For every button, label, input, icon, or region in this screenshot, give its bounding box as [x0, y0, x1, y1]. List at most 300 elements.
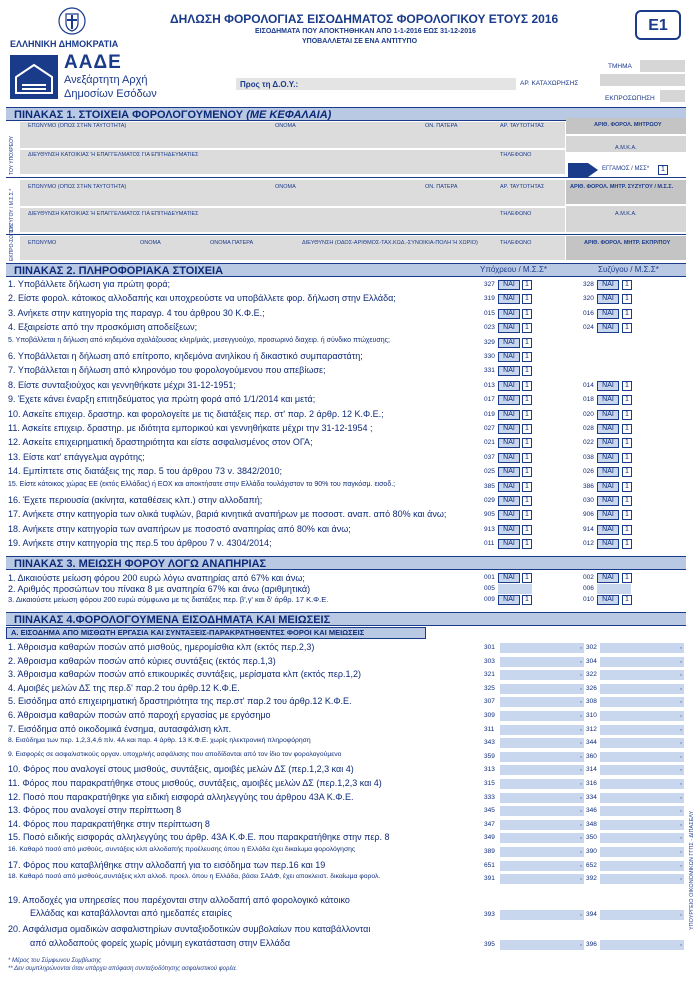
amount-field[interactable]: , — [500, 725, 584, 735]
yes-box[interactable]: ΝΑΙ — [498, 395, 520, 405]
table2-col1-header: Υπόχρεου / Μ.Σ.Σ* — [480, 265, 548, 274]
one-box[interactable]: 1 — [522, 309, 532, 319]
one-box-spouse[interactable]: 1 — [622, 496, 632, 506]
one-box-spouse[interactable]: 1 — [622, 573, 632, 583]
table2-row-label: 3. Ανήκετε στην κατηγορία της παραγρ. 4 του άρθρου 30 Κ.Φ.Ε.; — [8, 307, 265, 318]
table3-row-code-spouse: 010 — [583, 596, 594, 603]
spouse-amka-label: Α.Μ.Κ.Α. — [615, 211, 637, 217]
table2-row-code: 023 — [484, 324, 495, 332]
tmima-field[interactable] — [640, 60, 685, 72]
amka-label: Α.Μ.Κ.Α. — [615, 145, 637, 151]
amount-field[interactable]: , — [500, 752, 584, 762]
row19-code-2: 394 — [586, 911, 597, 918]
eponymo-label: ΕΠΩΝΥΜΟ (ΟΠΩΣ ΣΤΗΝ ΤΑΥΤΟΤΗΤΑ) — [28, 123, 127, 129]
one-box[interactable]: 1 — [522, 438, 532, 448]
amount-field-spouse[interactable]: , — [600, 779, 684, 789]
table4-row-code-spouse: 308 — [586, 698, 597, 706]
footnote-1: * Μέρος του Σύμφωνου Συμβίωσης — [8, 958, 102, 964]
yes-box[interactable]: ΝΑΙ — [498, 539, 520, 549]
table4-row-code: 311 — [484, 725, 495, 733]
one-box[interactable]: 1 — [522, 395, 532, 405]
amount-field[interactable]: , — [500, 643, 584, 653]
arrow-icon — [568, 163, 598, 177]
amount-field-spouse[interactable]: , — [600, 765, 684, 775]
yes-box[interactable]: ΝΑΙ — [498, 323, 520, 333]
table4-row-label: 17. Φόρος που καταβλήθηκε στην αλλοδαπή για το εισόδημα των περ.16 και 19 — [8, 859, 326, 870]
table4-row-code-spouse: 350 — [586, 834, 597, 842]
yes-box-spouse[interactable]: ΝΑΙ — [597, 381, 619, 391]
table4-row-code-spouse: 316 — [586, 780, 597, 787]
table4-row-label: 16. Καθαρό ποσό από μισθούς, συντάξεις κλπ αλλοδαπής προέλευσης όπου η Ελλάδα έχει δικαίωμα φορολόγησης — [8, 846, 356, 853]
yes-box[interactable]: ΝΑΙ — [498, 573, 520, 583]
yes-box[interactable]: ΝΑΙ — [498, 309, 520, 319]
table4-row-code: 301 — [484, 644, 495, 651]
table4-row-code-spouse: 312 — [586, 725, 597, 733]
table2-row-label: 13. Είστε κατ' επάγγελμα αγρότης; — [8, 451, 145, 462]
amount-field-spouse[interactable]: , — [600, 711, 684, 721]
pros-doy-label: Προς τη Δ.Ο.Υ.: — [240, 80, 299, 89]
table2-row-code: 913 — [484, 525, 495, 533]
table2-row-label: 14. Εμπίπτετε στις διατάξεις της παρ. 5 του άρθρου 73 ν. 3842/2010; — [8, 466, 283, 477]
ekprosopisi-field[interactable] — [660, 90, 685, 102]
table4-row-code: 315 — [484, 780, 495, 787]
table2-row-code: 385 — [484, 482, 495, 490]
table4-row-code: 389 — [484, 848, 495, 855]
table4-row-code: 303 — [484, 657, 495, 665]
form-title: ΔΗΛΩΣΗ ΦΟΡΟΛΟΓΙΑΣ ΕΙΣΟΔΗΜΑΤΟΣ ΦΟΡΟΛΟΓΙΚΟΥ ΕΤΟΥΣ 2016 — [170, 12, 559, 26]
table2-row-label: 11. Ασκείτε επιχειρ. δραστηρ. με ιδιότητα εμπορικού και γεννηθήκατε μέχρι την 31-12-1954 ; — [8, 423, 373, 433]
row20-text-2: από αλλοδαπούς φορείς χωρίς μόνιμη εγκατάσταση στην Ελλάδα — [30, 938, 291, 948]
table2-row-code: 327 — [484, 281, 495, 288]
table4-row-label: 6. Άθροισμα καθαρών ποσών από παροχή εργασίας με εργόσημο — [8, 710, 271, 720]
amount-field-spouse[interactable]: , — [600, 657, 684, 667]
table2-row-code: 330 — [484, 353, 495, 360]
amount-field-spouse[interactable]: , — [600, 874, 684, 884]
amount-field-spouse[interactable]: , — [600, 738, 684, 748]
yes-box-spouse[interactable]: ΝΑΙ — [597, 294, 619, 304]
amount-field[interactable]: , — [500, 657, 584, 667]
yes-box[interactable]: ΝΑΙ — [498, 482, 520, 492]
one-box-spouse[interactable]: 1 — [622, 294, 632, 304]
aade-title: ΑΑΔΕ — [64, 52, 122, 73]
table2-row-label: 9. Έχετε κάνει έναρξη επιτηδεύματος για πρώτη φορά από 1/1/2014 και μετά; — [8, 394, 316, 405]
table2-title: ΠΙΝΑΚΑΣ 2. ΠΛΗΡΟΦΟΡΙΑΚΑ ΣΤΟΙΧΕΙΑ — [6, 263, 686, 277]
table2-row-label: 15. Είστε κάτοικος χώρας ΕΕ (εκτός Ελλάδας) ή ΕΟΧ και αποκτήσατε στην Ελλάδα τουλάχιστον το 90% του παγκόσμ. εισοδ.; — [8, 480, 396, 488]
ar-taftotitas-label: ΑΡ. ΤΑΥΤΟΤΗΤΑΣ — [500, 123, 545, 129]
amount-field-spouse[interactable]: , — [600, 806, 684, 816]
table2-row-code: 015 — [484, 309, 495, 317]
form-code-badge: E1 — [635, 10, 681, 40]
table4-row-code-spouse: 348 — [586, 820, 597, 828]
ekpr-eponymo-label: ΕΠΩΝΥΜΟ — [28, 240, 57, 246]
table2-row-code-spouse: 012 — [583, 540, 594, 548]
one-box[interactable]: 1 — [522, 338, 532, 348]
yes-box[interactable]: ΝΑΙ — [498, 467, 520, 477]
one-box-spouse[interactable]: 1 — [622, 395, 632, 405]
table4-row-code: 313 — [484, 766, 495, 774]
yes-box-spouse[interactable]: ΝΑΙ — [597, 482, 619, 492]
one-box[interactable]: 1 — [522, 467, 532, 477]
table2-col2-header: Συζύγου / Μ.Σ.Σ* — [598, 265, 659, 274]
amount-field-spouse[interactable]: , — [600, 793, 684, 803]
table2-row-label: 12. Ασκείτε επιχειρηματική δραστηριότητα και είστε ασφαλισμένος στον ΟΓΑ; — [8, 437, 313, 448]
side-label-ekprosopou: ΕΚΠΡΟ-ΣΩΠΟΥ — [9, 224, 15, 261]
table2-row-code: 019 — [484, 410, 495, 418]
yes-box-spouse[interactable]: ΝΑΙ — [597, 496, 619, 506]
republic-label: ΕΛΛΗΝΙΚΗ ΔΗΜΟΚΡΑΤΙΑ — [10, 39, 119, 49]
yes-box-spouse[interactable]: ΝΑΙ — [597, 410, 619, 420]
row19-amount-2[interactable]: , — [600, 910, 684, 920]
amount-field[interactable]: , — [500, 833, 584, 843]
table4-row-code: 347 — [484, 820, 495, 828]
side-ministry-label: ΥΠΟΥΡΓΕΙΟ ΟΙΚΟΝΟΜΙΚΩΝ ΓΓΠΣ - ΔΙΠΑΣΕΛΥ — [689, 810, 695, 930]
afm-label: ΑΡΙΘ. ΦΟΡΟΛ. ΜΗΤΡΩΟΥ — [594, 122, 662, 128]
table2-row-label: 4. Εξαιρείστε από την προσκόμιση αποδείξεων; — [8, 322, 198, 333]
table4-row-label: 10. Φόρος που αναλογεί στους μισθούς, συντάξεις, αμοιβές μελών ΔΣ (περ.1,2,3 και 4) — [8, 764, 354, 775]
one-box-spouse[interactable]: 1 — [622, 595, 632, 605]
table4-row-code-spouse: 314 — [586, 766, 597, 774]
divider — [6, 177, 686, 178]
one-box[interactable]: 1 — [522, 294, 532, 304]
yes-box-spouse[interactable]: ΝΑΙ — [597, 539, 619, 549]
table4-row-code-spouse: 344 — [586, 739, 597, 747]
one-box-spouse[interactable]: 1 — [622, 381, 632, 391]
one-box-spouse[interactable]: 1 — [622, 280, 632, 290]
table4-row-code: 651 — [484, 861, 495, 869]
table2-row-code-spouse: 018 — [583, 396, 594, 404]
one-box-spouse[interactable]: 1 — [622, 438, 632, 448]
row20-code-1: 395 — [484, 941, 495, 948]
table4-row-label: 15. Ποσό ειδικής εισφοράς αλληλεγγύης του άρθρ. 43Α Κ.Φ.Ε. που παρακρατήθηκε στην περ. 8 — [8, 832, 390, 843]
table4-row-code: 391 — [484, 875, 495, 883]
count-field-spouse[interactable] — [597, 584, 631, 594]
table4-row-code: 345 — [484, 807, 495, 815]
table2-row-label: 17. Ανήκετε στην κατηγορία των ολικά τυφλών, βαριά κινητικά αναπήρων με ποσοστ. αναπ. από 80% και άνω; — [8, 509, 447, 520]
one-box-spouse[interactable]: 1 — [622, 410, 632, 420]
yes-box-spouse[interactable]: ΝΑΙ — [597, 467, 619, 477]
ar-kataxorisis-label: ΑΡ. ΚΑΤΑΧΩΡΗΣΗΣ — [520, 80, 579, 87]
table4-title: ΠΙΝΑΚΑΣ 4.ΦΟΡΟΛΟΓΟΥΜΕΝΑ ΕΙΣΟΔΗΜΑΤΑ ΚΑΙ ΜΕΙΩΣΕΙΣ — [6, 612, 686, 626]
table4-row-label: 8. Εισόδημα των περ. 1,2,3,4,6 πίν. 4Α και παρ. 4 άρθρ. 13 Κ.Φ.Ε. χωρίς ηλεκτρονική πληροφόρηση — [8, 737, 311, 745]
table4-row-label: 18. Καθαρό ποσό από μισθούς,συντάξεις κλπ αλλοδ. προελ. όπου η Ελλάδα, βάσει ΣΑΔΦ, έχει αποκλειστ. δικαίωμα φορολ. — [8, 873, 381, 881]
yes-box-spouse[interactable]: ΝΑΙ — [597, 573, 619, 583]
table2-row-label: 6. Υποβάλλεται η δήλωση από επίτροπο, κηδεμόνα ανηλίκου ή δικαστικό συμπαραστάτη; — [8, 351, 363, 361]
amount-field-spouse[interactable]: , — [600, 643, 684, 653]
one-box-spouse[interactable]: 1 — [622, 482, 632, 492]
amount-field[interactable]: , — [500, 793, 584, 803]
table3-row-code-spouse: 002 — [583, 574, 594, 581]
table2-row-label: 8. Είστε συνταξιούχος και γεννηθήκατε μέχρι 31-12-1951; — [8, 379, 236, 390]
table2-row-label: 1. Υποβάλλετε δήλωση για πρώτη φορά; — [8, 279, 171, 289]
representative-row[interactable] — [20, 236, 565, 260]
side-label-syzygou: ΣΥΖΥΓΟΥ / Μ.Σ.Σ.* — [9, 188, 15, 232]
ekpr-afm-label: ΑΡΙΘ. ΦΟΡΟΛ. ΜΗΤΡ. ΕΚΠΡ/ΠΟΥ — [584, 240, 671, 246]
row19-text-2: Ελλάδας και καταβάλλονται από ημεδαπές εταιρίες — [30, 908, 232, 918]
yes-box[interactable]: ΝΑΙ — [498, 496, 520, 506]
one-box[interactable]: 1 — [522, 352, 532, 362]
table4-row-label: 14. Φόρος που παρακρατήθηκε στην περίπτωση 8 — [8, 818, 210, 829]
table4-row-label: 4. Αμοιβές μελών ΔΣ της περ.δ' παρ.2 του άρθρ.12 Κ.Φ.Ε. — [8, 682, 240, 693]
aade-logo-icon — [10, 55, 58, 99]
yes-box-spouse[interactable]: ΝΑΙ — [597, 453, 619, 463]
yes-box[interactable]: ΝΑΙ — [498, 525, 520, 535]
yes-box[interactable]: ΝΑΙ — [498, 424, 520, 434]
yes-box-spouse[interactable]: ΝΑΙ — [597, 395, 619, 405]
one-box[interactable]: 1 — [522, 366, 532, 376]
row20-code-2: 396 — [586, 941, 597, 948]
amount-field-spouse[interactable]: , — [600, 684, 684, 694]
table4-row-code-spouse: 392 — [586, 875, 597, 883]
one-box[interactable]: 1 — [522, 323, 532, 333]
table2-row-code: 037 — [484, 453, 495, 461]
yes-box[interactable]: ΝΑΙ — [498, 352, 520, 362]
spouse-eponymo-label: ΕΠΩΝΥΜΟ (ΟΠΩΣ ΣΤΗΝ ΤΑΥΤΟΤΗΤΑ) — [28, 184, 127, 190]
one-box[interactable]: 1 — [522, 424, 532, 434]
table2-row-code-spouse: 030 — [583, 497, 594, 504]
amount-field-spouse[interactable]: , — [600, 752, 684, 762]
table2-row-code-spouse: 028 — [583, 425, 594, 432]
table2-row-code: 011 — [484, 540, 495, 548]
yes-box[interactable]: ΝΑΙ — [498, 595, 520, 605]
row19-amount-1[interactable]: , — [500, 910, 584, 920]
ekpr-onoma-label: ΟΝΟΜΑ — [140, 240, 161, 246]
aade-line2: Δημοσίων Εσόδων — [64, 88, 157, 100]
table4-row-code-spouse: 334 — [586, 793, 597, 801]
table2-row-label: 10. Ασκείτε επιχειρ. δραστηρ. και φορολογείτε με τις διατάξεις περ. στ' παρ. 2 άρθρ. 12 Κ.Φ.Ε.; — [8, 408, 384, 419]
tilefono-label: ΤΗΛΕΦΩΝΟ — [500, 152, 532, 158]
one-box-spouse[interactable]: 1 — [622, 510, 632, 520]
table2-row-code: 905 — [484, 511, 495, 519]
table2-row-code: 319 — [484, 295, 495, 303]
table2-row-code: 027 — [484, 425, 495, 432]
amount-field-spouse[interactable]: , — [600, 847, 684, 857]
one-box[interactable]: 1 — [522, 410, 532, 420]
table3-title: ΠΙΝΑΚΑΣ 3. ΜΕΙΩΣΗ ΦΟΡΟΥ ΛΟΓΩ ΑΝΑΠΗΡΙΑΣ — [6, 556, 686, 570]
row20-amount-2[interactable]: , — [600, 940, 684, 950]
table3-row-label: 1. Δικαιούστε μείωση φόρου 200 ευρώ λόγω αναπηρίας από 67% και άνω; — [8, 573, 305, 583]
yes-box[interactable]: ΝΑΙ — [498, 366, 520, 376]
one-box-spouse[interactable]: 1 — [622, 525, 632, 535]
table1-title: ΠΙΝΑΚΑΣ 1. ΣΤΟΙΧΕΙΑ ΦΟΡΟΛΟΓΟΥΜΕΝΟΥ (ΜΕ ΚΕΦΑΛΑΙΑ) — [6, 107, 686, 121]
ekpr-onoma-patera-label: ΟΝΟΜΑ ΠΑΤΕΡΑ — [210, 240, 254, 246]
tmima-label: ΤΜΗΜΑ — [608, 63, 632, 70]
spouse-afm-label: ΑΡΙΘ. ΦΟΡΟΛ. ΜΗΤΡ. ΣΥΖΥΓΟΥ / Μ.Σ.Σ. — [570, 184, 674, 190]
one-box[interactable]: 1 — [522, 525, 532, 535]
amount-field[interactable]: , — [500, 820, 584, 830]
one-box[interactable]: 1 — [522, 539, 532, 549]
table4-row-label: 13. Φόρος που αναλογεί στην περίπτωση 8 — [8, 805, 182, 816]
dieuthinsi-label: ΔΙΕΥΘΥΝΣΗ ΚΑΤΟΙΚΙΑΣ Ή ΕΠΑΓΓΕΛΜΑΤΟΣ ΓΙΑ ΕΠΙΤΗΔΕΥΜΑΤΙΕΣ — [28, 152, 199, 158]
table3-row-code: 005 — [484, 585, 495, 592]
table2-row-code-spouse: 016 — [583, 309, 594, 317]
table2-row-code-spouse: 014 — [583, 381, 594, 389]
eggamos-label: ΕΓΓΑΜΟΣ / ΜΣΣ* — [602, 166, 650, 172]
table2-row-code-spouse: 020 — [583, 410, 594, 418]
yes-box[interactable]: ΝΑΙ — [498, 294, 520, 304]
row19-code-1: 393 — [484, 911, 495, 918]
table4-row-code-spouse: 326 — [586, 684, 597, 692]
one-box-spouse[interactable]: 1 — [622, 539, 632, 549]
table4-row-label: 5. Εισόδημα από επιχειρηματική δραστηριότητα της περ.στ' παρ.2 του άρθρ.12 Κ.Φ.Ε. — [8, 696, 352, 707]
table3-row-label: 2. Αριθμός προσώπων του πίνακα 8 με αναπηρία 67% και άνω (αριθμητικά) — [8, 584, 311, 594]
amount-field-spouse[interactable]: , — [600, 833, 684, 843]
side-label-ypoxreou: ΤΟΥ ΥΠΟΧΡΕΟΥ — [9, 135, 15, 175]
amount-field-spouse[interactable]: , — [600, 725, 684, 735]
amount-field-spouse[interactable]: , — [600, 670, 684, 680]
table4-row-label: 9. Εισφορές σε ασφαλιστικούς οργαν. υποχρ/κής ασφάλισης που αποδίδονται από τον ίδιο τον φορολογούμενο — [8, 750, 342, 758]
one-box[interactable]: 1 — [522, 573, 532, 583]
coat-of-arms-icon — [57, 6, 87, 36]
table4-row-code-spouse: 390 — [586, 848, 597, 855]
table4-row-label: 1. Άθροισμα καθαρών ποσών από μισθούς, ημερομίσθια κλπ (εκτός περ.2,3) — [8, 642, 315, 652]
one-box[interactable]: 1 — [522, 381, 532, 391]
amount-field[interactable]: , — [500, 711, 584, 721]
table3-row-code: 001 — [484, 574, 495, 581]
yes-box[interactable]: ΝΑΙ — [498, 381, 520, 391]
on-patera-label: ΟΝ. ΠΑΤΕΡΑ — [425, 123, 458, 129]
yes-box-spouse[interactable]: ΝΑΙ — [597, 280, 619, 290]
spouse-onoma-label: ΟΝΟΜΑ — [275, 184, 296, 190]
table2-row-label: 18. Ανήκετε στην κατηγορία των αναπήρων με ποσοστό αναπηρίας από 80% και άνω; — [8, 523, 351, 534]
form-subtitle-2: ΥΠΟΒΑΛΛΕΤΑΙ ΣΕ ΕΝΑ ΑΝΤΙΤΥΠΟ — [302, 38, 418, 45]
amount-field[interactable]: , — [500, 847, 584, 857]
spouse-amka-field[interactable] — [566, 206, 686, 232]
one-box[interactable]: 1 — [522, 510, 532, 520]
table2-row-code: 329 — [484, 338, 495, 346]
table4-subtitle: Α. ΕΙΣΟΔΗΜΑ ΑΠΟ ΜΙΣΘΩΤΗ ΕΡΓΑΣΙΑ ΚΑΙ ΣΥΝΤΑΞΕΙΣ-ΠΑΡΑΚΡΑΤΗΘΕΝΤΕΣ ΦΟΡΟΙ ΚΑΙ ΜΕΙΩΣΕΙΣ — [6, 627, 426, 639]
spouse-tilefono-label: ΤΗΛΕΦΩΝΟ — [500, 211, 532, 217]
table4-row-code-spouse: 346 — [586, 807, 597, 815]
row20-text-1: 20. Ασφάλισμα ομαδικών ασφαλιστηρίων συνταξιοδοτικών συμβολαίων που καταβάλλονται — [8, 924, 371, 934]
amount-field-spouse[interactable]: , — [600, 697, 684, 707]
one-box-spouse[interactable]: 1 — [622, 323, 632, 333]
table2-row-code-spouse: 906 — [583, 511, 594, 519]
one-box[interactable]: 1 — [522, 453, 532, 463]
table2-row-code: 021 — [484, 439, 495, 447]
ekpr-dieuthinsi-label: ΔΙΕΥΘΥΝΣΗ (ΟΔΟΣ-ΑΡΙΘΜΟΣ-ΤΑΧ.ΚΩΔ.-ΣΥΝΟΙΚΙΑ-ΠΟΛΗ Ή ΧΩΡΙΟ) — [302, 240, 478, 246]
table2-row-code-spouse: 022 — [583, 439, 594, 447]
table2-row-code-spouse: 320 — [583, 295, 594, 303]
table4-row-code-spouse: 652 — [586, 861, 597, 869]
table2-row-code-spouse: 026 — [583, 468, 594, 476]
table2-row-code: 029 — [484, 497, 495, 504]
yes-box-spouse[interactable]: ΝΑΙ — [597, 595, 619, 605]
table4-row-label: 11. Φόρος που παρακρατήθηκε στους μισθούς, συντάξεις, αμοιβές μελών ΔΣ (περ.1,2,3 και 4) — [8, 778, 382, 788]
table2-row-code-spouse: 386 — [583, 482, 594, 490]
one-box-spouse[interactable]: 1 — [622, 309, 632, 319]
amount-field[interactable]: , — [500, 670, 584, 680]
amount-field[interactable]: , — [500, 697, 584, 707]
amount-field[interactable]: , — [500, 806, 584, 816]
spouse-dieuthinsi-label: ΔΙΕΥΘΥΝΣΗ ΚΑΤΟΙΚΙΑΣ Ή ΕΠΑΓΓΕΛΜΑΤΟΣ ΓΙΑ ΕΠΙΤΗΔΕΥΜΑΤΙΕΣ — [28, 211, 199, 217]
yes-box-spouse[interactable]: ΝΑΙ — [597, 438, 619, 448]
divider — [6, 234, 686, 235]
yes-box-spouse[interactable]: ΝΑΙ — [597, 309, 619, 319]
table2-row-code: 331 — [484, 367, 495, 375]
amount-field[interactable]: , — [500, 738, 584, 748]
yes-box-spouse[interactable]: ΝΑΙ — [597, 323, 619, 333]
amount-field[interactable]: , — [500, 874, 584, 884]
yes-box[interactable]: ΝΑΙ — [498, 453, 520, 463]
table2-row-code-spouse: 024 — [583, 324, 594, 332]
table3-row-code: 009 — [484, 596, 495, 603]
one-box[interactable]: 1 — [522, 496, 532, 506]
table4-row-code: 309 — [484, 712, 495, 719]
yes-box-spouse[interactable]: ΝΑΙ — [597, 525, 619, 535]
footnote-2: ** Δεν συμπληρώνονται όταν υπάρχει απόφαση συνταξιοδότησης ασφαλιστικού φορέα. — [8, 966, 238, 972]
table2-row-label: 7. Υποβάλλεται η δήλωση από κληρονόμο του φορολογούμενου που απεβίωσε; — [8, 365, 326, 376]
table2-row-label: 19. Ανήκετε στην κατηγορία της περ.5 του άρθρου 7 ν. 4304/2014; — [8, 538, 272, 549]
table4-row-code: 307 — [484, 698, 495, 706]
table2-row-label: 2. Είστε φορολ. κάτοικος αλλοδαπής και υποχρεούστε να υποβάλλετε φορ. δήλωση στην Ελλάδα; — [8, 293, 396, 304]
table2-row-code: 025 — [484, 468, 495, 476]
table4-row-code-spouse: 302 — [586, 644, 597, 651]
row20-amount-1[interactable]: , — [500, 940, 584, 950]
table2-row-code-spouse: 914 — [583, 525, 594, 533]
table4-row-code: 343 — [484, 739, 495, 747]
table4-row-code: 359 — [484, 752, 495, 760]
yes-box[interactable]: ΝΑΙ — [498, 280, 520, 290]
table2-row-code: 017 — [484, 396, 495, 404]
amount-field-spouse[interactable]: , — [600, 861, 684, 871]
table4-row-label: 7. Εισόδημα από οικοδομικά ένσημα, αυτασφάλιση κλπ. — [8, 723, 232, 734]
yes-box[interactable]: ΝΑΙ — [498, 410, 520, 420]
table4-row-label: 12. Ποσό που παρακρατήθηκε για ειδική εισφορά αλληλεγγύης του άρθρου 43Α Κ.Φ.Ε. — [8, 791, 354, 802]
one-box[interactable]: 1 — [522, 280, 532, 290]
amount-field[interactable]: , — [500, 861, 584, 871]
one-box-spouse[interactable]: 1 — [622, 424, 632, 434]
amount-field[interactable]: , — [500, 684, 584, 694]
yes-box-spouse[interactable]: ΝΑΙ — [597, 510, 619, 520]
table4-row-code-spouse: 304 — [586, 657, 597, 665]
ar-kataxorisis-field[interactable] — [600, 74, 685, 86]
table2-row-label: 5. Υποβάλλεται η δήλωση από κηδεμόνα σχολάζουσας κληρ/μιάς, μεσεγγυούχο, προσωρινό διαχειρ. ή σύνδικο πτώχευσης; — [8, 336, 390, 344]
count-field[interactable] — [498, 584, 532, 594]
table3-row-label: 3. Δικαιούστε μείωση φόρου 200 ευρώ σύμφωνα με τις διατάξεις περ. β',γ' και δ' άρθρ. 17 Κ.Φ.Ε. — [8, 595, 329, 604]
aade-line1: Ανεξάρτητη Αρχή — [64, 74, 148, 86]
yes-box[interactable]: ΝΑΙ — [498, 338, 520, 348]
ekpr-tilefono-label: ΤΗΛΕΦΩΝΟ — [500, 240, 532, 246]
spouse-on-patera-label: ΟΝ. ΠΑΤΕΡΑ — [425, 184, 458, 190]
eggamos-box[interactable]: 1 — [658, 165, 668, 175]
table2-row-code-spouse: 038 — [583, 453, 594, 461]
table4-row-code: 321 — [484, 671, 495, 679]
amount-field[interactable]: , — [500, 779, 584, 789]
yes-box[interactable]: ΝΑΙ — [498, 438, 520, 448]
ekprosopisi-label: ΕΚΠΡΟΣΩΠΗΣΗ — [605, 95, 655, 102]
table4-row-label: 3. Άθροισμα καθαρών ποσών από επικουρικές συντάξεις, μερίσματα κλπ (εκτός περ.1,2) — [8, 669, 361, 680]
table2-row-code-spouse: 328 — [583, 281, 594, 288]
table4-row-code-spouse: 360 — [586, 752, 597, 760]
yes-box[interactable]: ΝΑΙ — [498, 510, 520, 520]
one-box-spouse[interactable]: 1 — [622, 467, 632, 477]
amount-field-spouse[interactable]: , — [600, 820, 684, 830]
one-box[interactable]: 1 — [522, 482, 532, 492]
table3-row-code-spouse: 006 — [583, 585, 594, 592]
table4-row-code: 349 — [484, 834, 495, 842]
table4-row-code-spouse: 310 — [586, 712, 597, 719]
amount-field[interactable]: , — [500, 765, 584, 775]
table4-row-label: 2. Άθροισμα καθαρών ποσών από κύριες συντάξεις (εκτός περ.1,3) — [8, 655, 276, 666]
yes-box-spouse[interactable]: ΝΑΙ — [597, 424, 619, 434]
one-box[interactable]: 1 — [522, 595, 532, 605]
table2-row-code: 013 — [484, 381, 495, 389]
table4-row-code: 325 — [484, 684, 495, 692]
one-box-spouse[interactable]: 1 — [622, 453, 632, 463]
table2-row-label: 16. Έχετε περιουσία (ακίνητα, καταθέσεις κλπ.) στην αλλοδαπή; — [8, 495, 263, 505]
table4-row-code-spouse: 322 — [586, 671, 597, 679]
spouse-ar-taftotitas-label: ΑΡ. ΤΑΥΤΟΤΗΤΑΣ — [500, 184, 545, 190]
